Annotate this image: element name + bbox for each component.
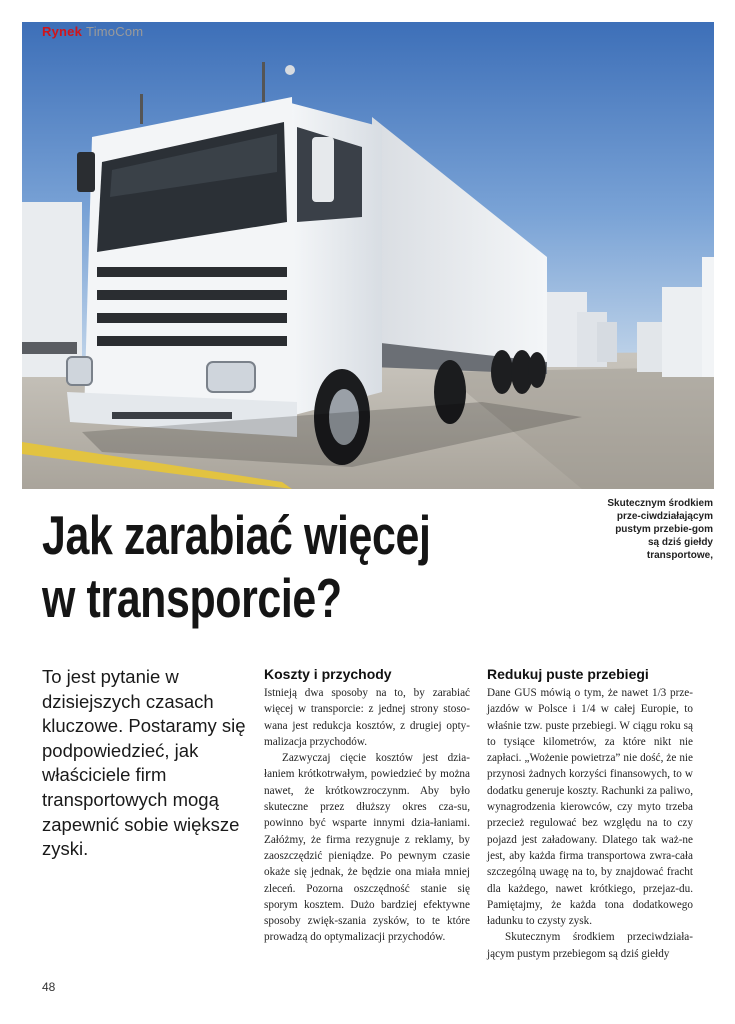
article-title-line2: w transporcie? [42, 567, 342, 629]
body-paragraph: Dane GUS mówią o tym, że nawet 1/3 prze-jazdów w Polsce i 1/4 w całej Europie, to właśnie tzw. puste przebiegi. W ciągu roku są to tysiące kilometrów, za które nikt nie zapłaci. „Wożenie powietrza” nie dość, że nie przynosi żadnych korzyści finansowych, to w dodatku generuje koszty. Rachunki za paliwo, wynagrodzenia kierowców, czy myto trzeba przecież regulować bez względu na to czy pojazd jest załadowany. Dlatego tak waż-ne jest, aby każda firma transportowa zwra-cała szczególną uwagę na to, by znajdować fracht dla każdego, nawet krótkiego, przejaz-du. Pamiętajmy, że każda tona dodatkowego ładunku to czysty zysk. [487, 687, 693, 928]
page-number: 48 [42, 980, 56, 994]
section-name: Rynek [42, 24, 83, 39]
section-heading-costs: Koszty i przychody [264, 666, 392, 682]
section-heading-empty-runs: Redukuj puste przebiegi [487, 666, 649, 682]
truck-illustration [22, 22, 714, 489]
hero-photo [22, 22, 714, 489]
body-paragraph: Istnieją dwa sposoby na to, by zarabiać więcej w transporcie: z jednej strony stoso-wana jest redukcja kosztów, z drugiej opty-malizacja przychodów. [264, 687, 470, 748]
lead-paragraph: To jest pytanie w dzisiejszych czasach kluczowe. Postaramy się podpowiedzieć, jak właściciele firm transportowych mogą zapewnić sobie większe zyski. [42, 666, 246, 860]
section-label [42, 24, 143, 39]
article-title-line1: Jak zarabiać więcej [42, 504, 431, 566]
subsection-name: TimoCom [86, 24, 144, 39]
body-paragraph: Skutecznym środkiem przeciwdziała-jącym pustym przebiegom są dziś giełdy [487, 931, 693, 960]
column-empty-runs [487, 665, 693, 962]
column-costs [264, 665, 470, 946]
pull-quote: Skutecznym środkiem prze-ciwdziałającym pustym przebie-gom są dziś giełdy transportowe, [607, 498, 713, 561]
body-paragraph: Zazwyczaj cięcie kosztów jest dzia-łaniem krótkotrwałym, powiedzieć by można nawet, że krótkowzroczynm. Aby było skuteczne przez dłuższy okres cza-su, powinno być wsparte innymi dzia-łaniami. Załóżmy, że firma rezygnuje z reklamy, by zaoszczędzić pieniądze. Po pewnym czasie okaże się jednak, że będzie ona miała mniej zleceń. Pozorna oszczędność stanie się sporym kosztem. Dużo bardziej efektywne sposoby zwięk-szania zysków, to te które prowadzą do optymalizacji przychodów. [264, 752, 470, 944]
article-title [42, 504, 479, 630]
